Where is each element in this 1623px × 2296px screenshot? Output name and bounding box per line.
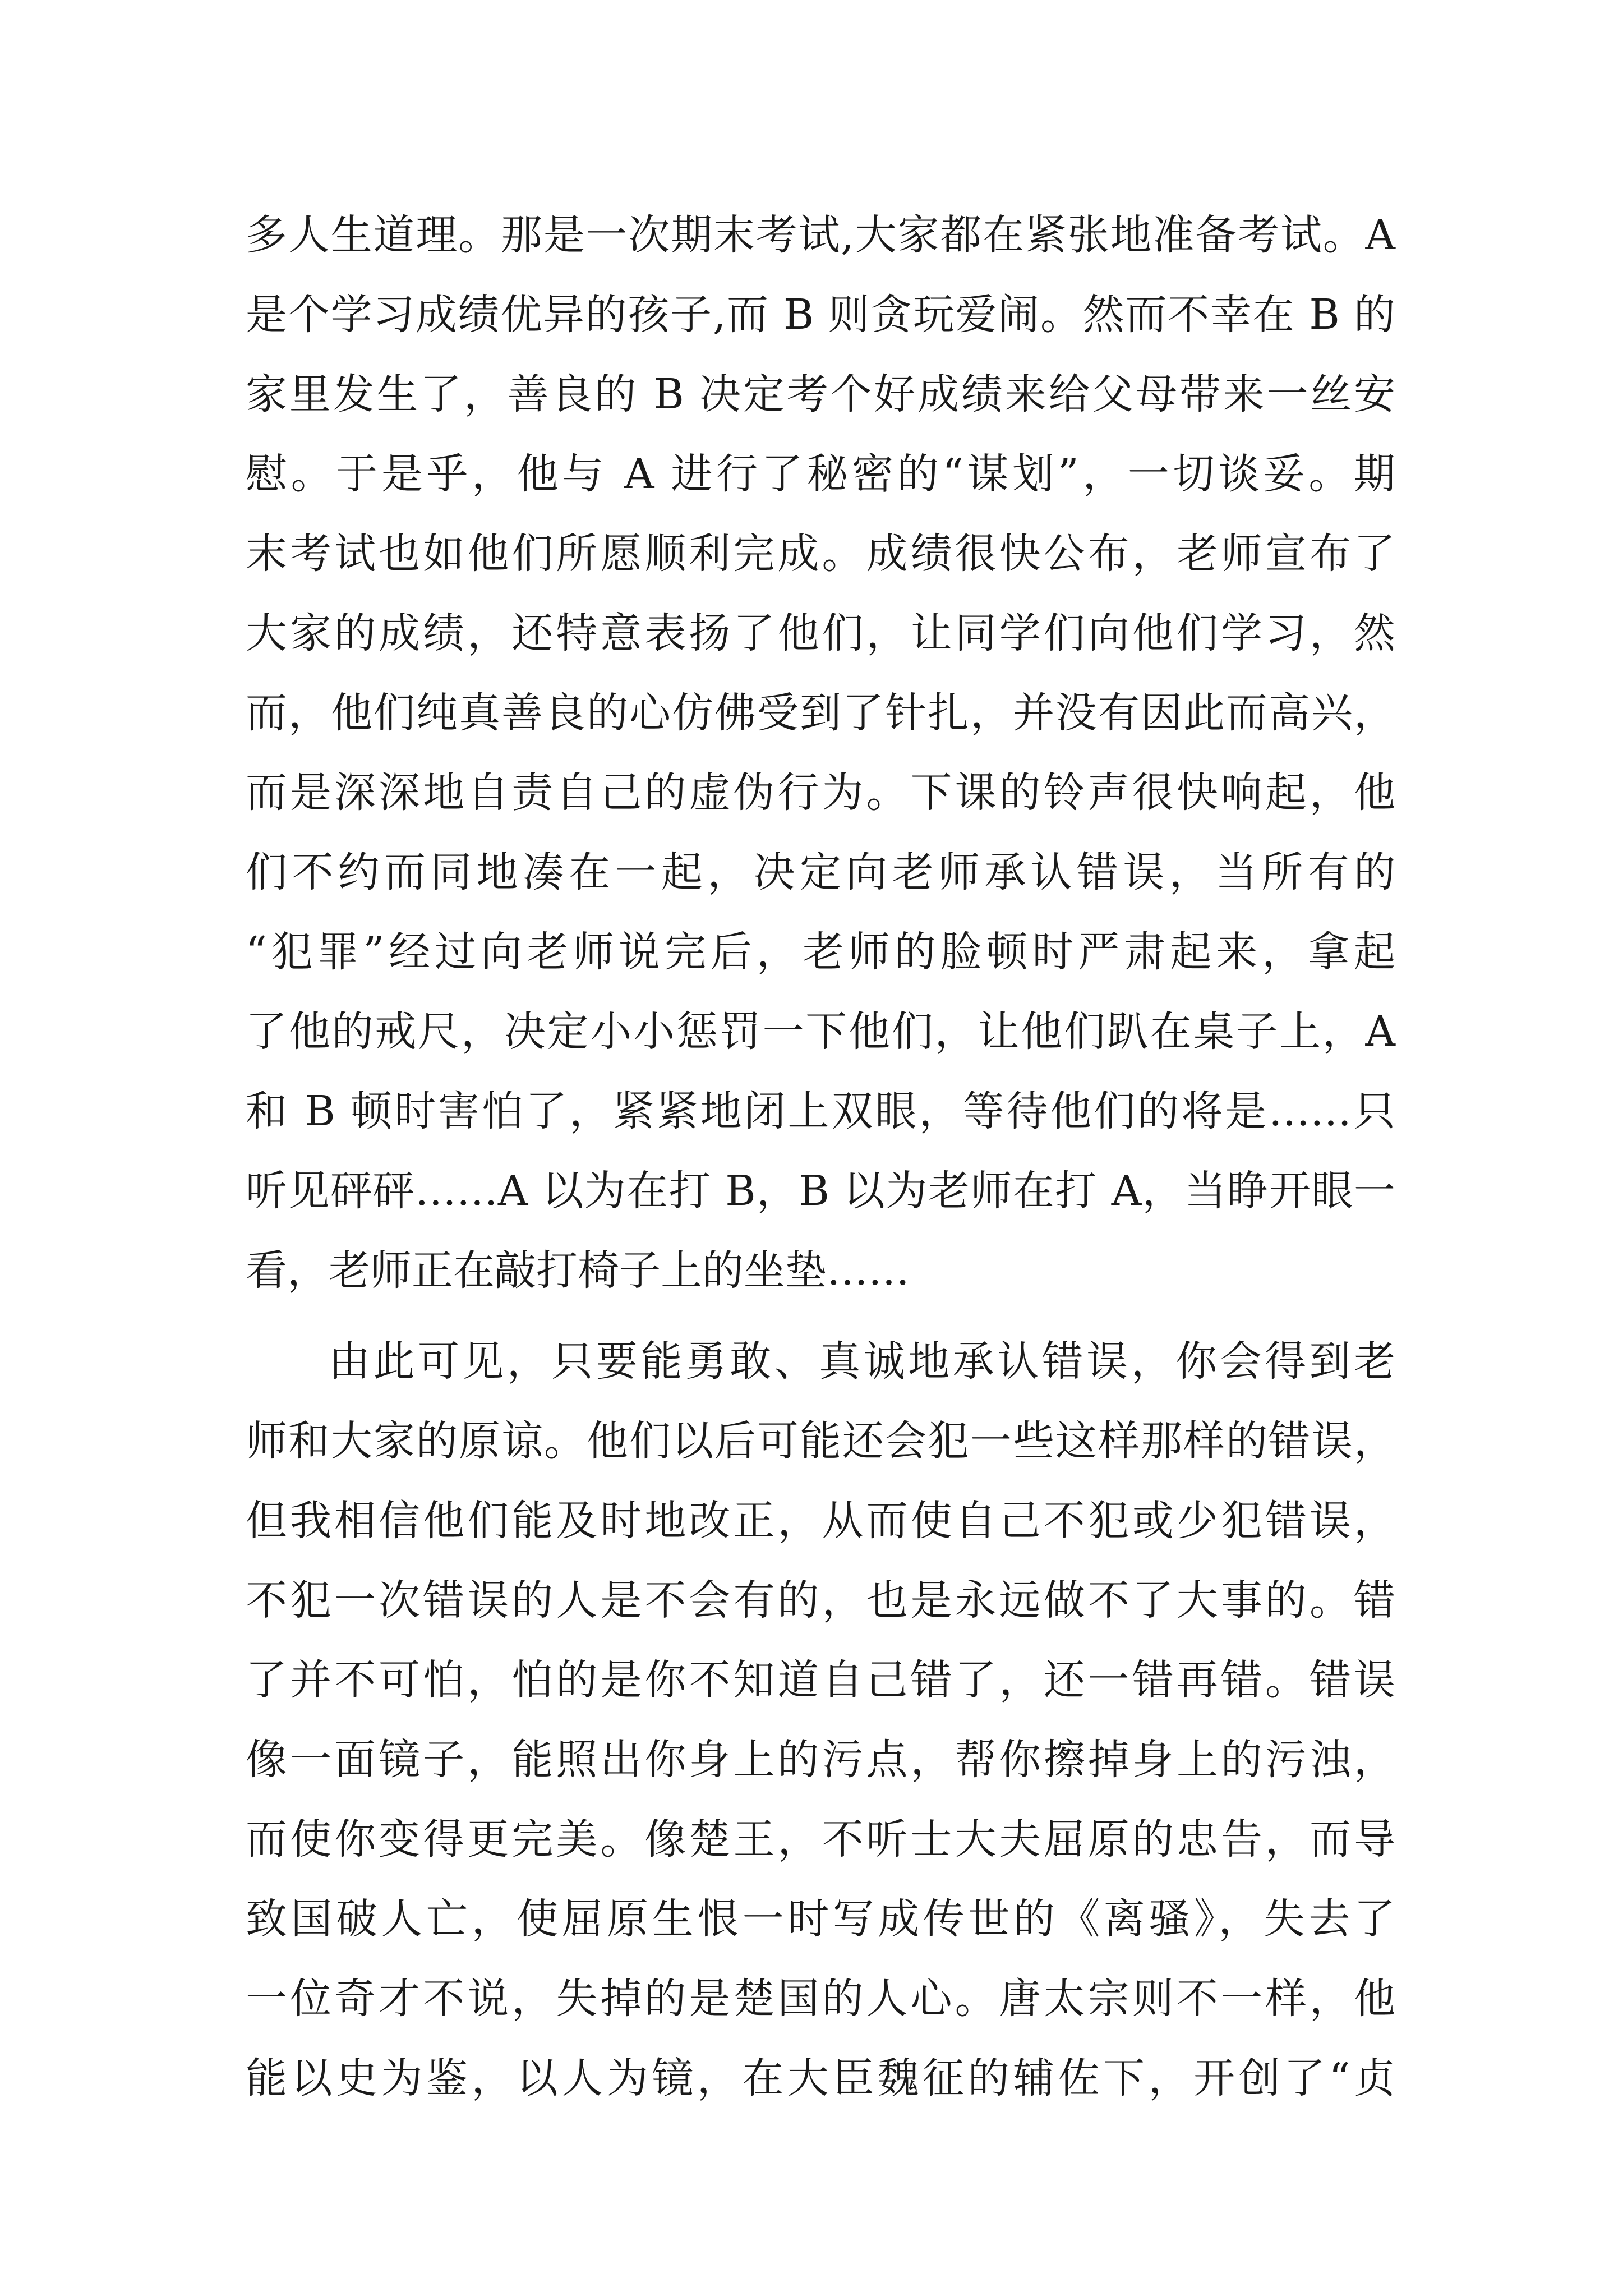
text-line: 们不约而同地凑在一起，决定向老师承认错误，当所有的 [246, 848, 1395, 896]
text-line: 慰。于是乎，他与 A 进行了秘密的“谋划”，一切谈妥。期 [246, 450, 1395, 498]
text-line: 末考试也如他们所愿顺利完成。成绩很快公布，老师宣布了 [246, 530, 1395, 578]
text-line: 但我相信他们能及时地改正，从而使自己不犯或少犯错误， [246, 1497, 1395, 1545]
text-line: 一位奇才不说，失掉的是楚国的人心。唐太宗则不一样，他 [246, 1975, 1395, 2023]
text-line: 看，老师正在敲打椅子上的坐垫…… [246, 1246, 910, 1295]
text-line: 了他的戒尺，决定小小惩罚一下他们，让他们趴在桌子上，A [246, 1007, 1395, 1056]
text-line: 而使你变得更完美。像楚王，不听士大夫屈原的忠告，而导 [246, 1815, 1395, 1864]
paragraph [246, 195, 1395, 1310]
text-line: 而是深深地自责自己的虚伪行为。下课的铃声很快响起，他 [246, 769, 1395, 817]
text-line: 师和大家的原谅。他们以后可能还会犯一些这样那样的错误， [246, 1417, 1395, 1465]
text-line: 由此可见，只要能勇敢、真诚地承认错误，你会得到老 [329, 1337, 1395, 1386]
text-line: 听见砰砰……A 以为在打 B，B 以为老师在打 A，当睁开眼一 [246, 1167, 1395, 1215]
text-line: 多人生道理。那是一次期末考试,大家都在紧张地准备考试。A [246, 211, 1395, 259]
paragraph [246, 1322, 1395, 2118]
text-line: 了并不可怕，怕的是你不知道自己错了，还一错再错。错误 [246, 1656, 1395, 1704]
text-line: 不犯一次错误的人是不会有的，也是永远做不了大事的。错 [246, 1576, 1395, 1625]
text-line: 大家的成绩，还特意表扬了他们，让同学们向他们学习，然 [246, 609, 1395, 657]
text-line: “犯罪”经过向老师说完后，老师的脸顿时严肃起来，拿起 [246, 928, 1395, 976]
text-line: 像一面镜子，能照出你身上的污点，帮你擦掉身上的污浊， [246, 1736, 1395, 1784]
paragraph-gap [246, 1310, 1395, 1322]
text-line: 是个学习成绩优异的孩子,而 B 则贪玩爱闹。然而不幸在 B 的 [246, 291, 1395, 339]
text-line: 和 B 顿时害怕了，紧紧地闭上双眼，等待他们的将是……只 [246, 1087, 1395, 1135]
text-line: 致国破人亡，使屈原生恨一时写成传世的《离骚》，失去了 [246, 1895, 1395, 1943]
text-line: 而，他们纯真善良的心仿佛受到了针扎，并没有因此而高兴， [246, 689, 1395, 737]
body-text [246, 195, 1395, 2118]
text-line: 家里发生了，善良的 B 决定考个好成绩来给父母带来一丝安 [246, 370, 1395, 418]
text-line: 能以史为鉴，以人为镜，在大臣魏征的辅佐下，开创了“贞 [246, 2054, 1395, 2102]
